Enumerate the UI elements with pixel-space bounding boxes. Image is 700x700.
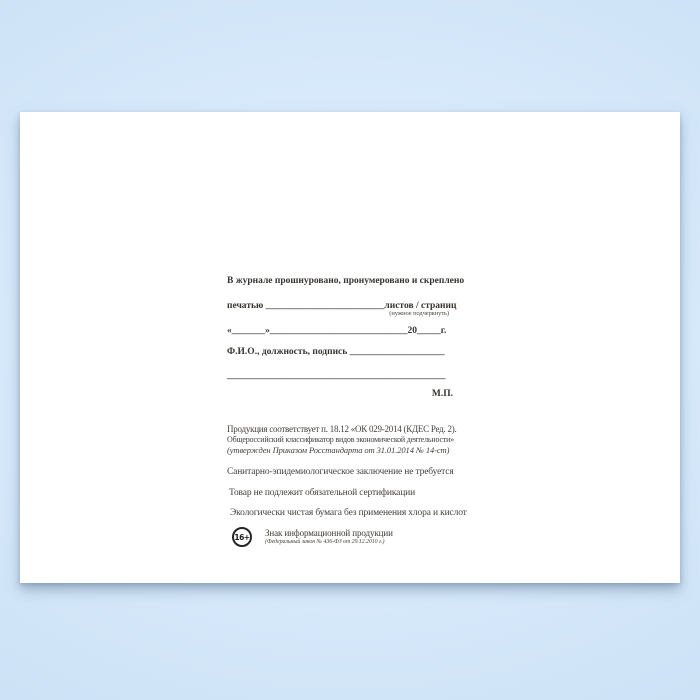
stamp-place-abbr: М.П. (431, 389, 453, 399)
eco-paper-statement: Экологически чистая бумага без применения хлора и кислот (230, 508, 467, 518)
stitch-statement: В журнале прошнуровано, пронумеровано и скреплено (227, 276, 465, 286)
sanitary-statement: Санитарно-эпидемиологическое заключение не требуется (227, 467, 454, 477)
signature-line (227, 346, 455, 358)
sheets-pages-label: листов / страниц (384, 301, 457, 311)
age-mark-row (227, 527, 455, 547)
compliance-line-3: (утвержден Приказом Росстандарта от 31.01.2014 № 14-ст) (227, 445, 450, 455)
seal-fill-in-blank: _________________________ (265, 301, 385, 311)
page-text-block (227, 112, 467, 583)
continuation-blank-line: ______________________________________________ (227, 371, 446, 381)
certification-statement: Товар не подлежит обязательной сертификации (229, 488, 416, 498)
age-mark-text (265, 528, 393, 546)
date-fill-in-line: «_______»_____________________________20_____г. (227, 326, 447, 336)
seal-label: печатью (227, 301, 266, 311)
signature-label: Ф.И.О., должность, подпись (227, 347, 350, 357)
signature-fill-in-blank: ____________________ (349, 347, 445, 357)
age-mark-title: Знак информационной продукции (265, 528, 393, 538)
underline-applicable-hint: (нужное подчеркнуть) (389, 310, 449, 317)
compliance-line-2: Общероссийский классификатор видов экономической деятельности» (227, 435, 454, 444)
age-rating-16plus-icon: 16+ (232, 527, 252, 547)
journal-back-page (20, 112, 680, 583)
age-mark-law-reference: (Федеральный закон № 436-ФЗ от 29.12.2010 г.) (265, 539, 385, 545)
compliance-line-1: Продукция соответствует п. 18.12 «ОК 029-2014 (КДЕС Ред. 2). (227, 424, 457, 434)
